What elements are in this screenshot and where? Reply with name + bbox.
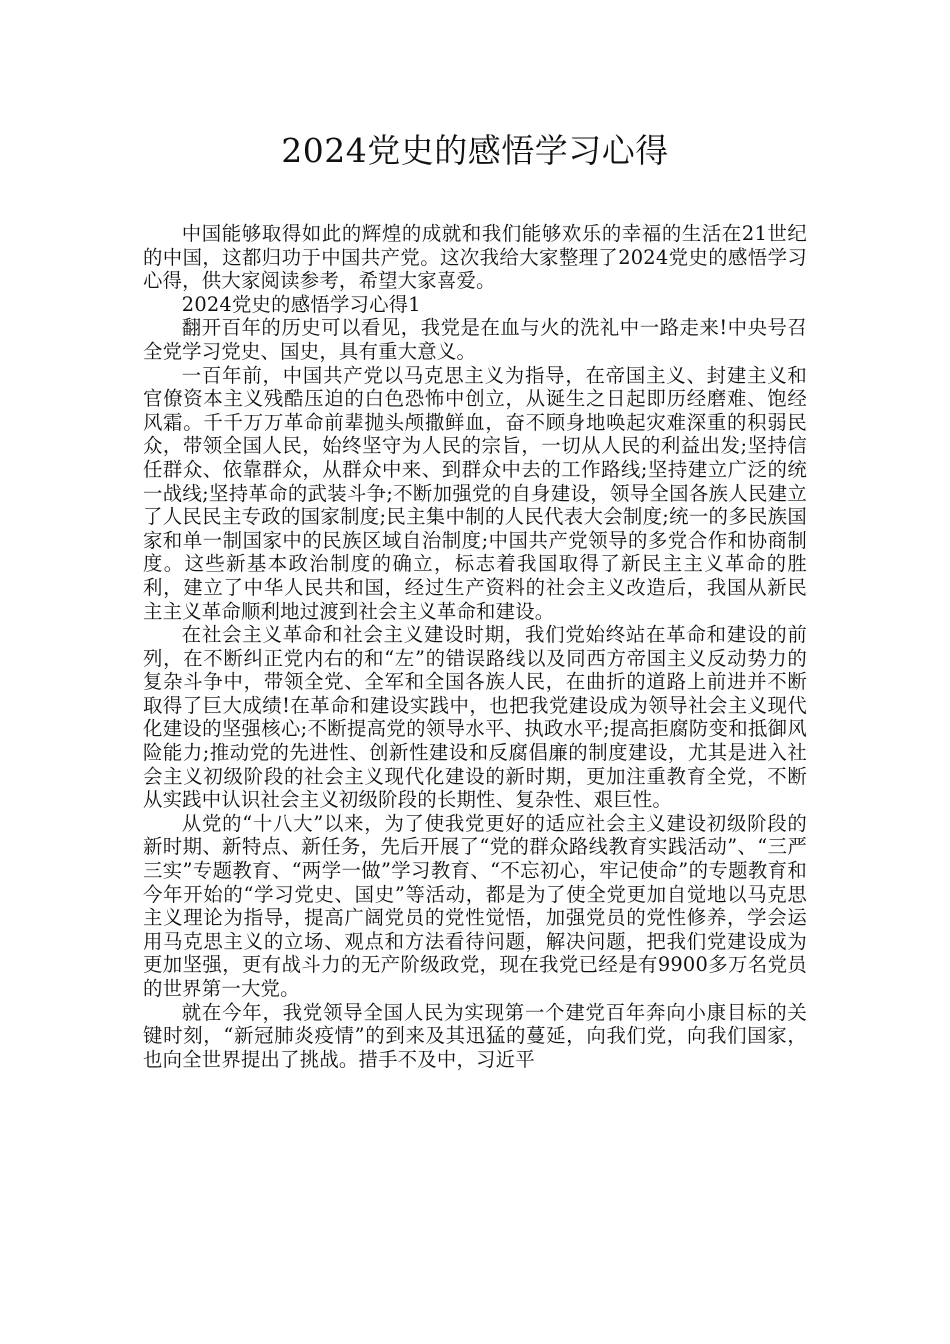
paragraph: 从党的“十八大”以来，为了使我党更好的适应社会主义建设初级阶段的新时期、新特点、新任务，先后开展了“党的群众路线教育实践活动”、“三严三实”专题教育、“两学一做”学习教育、“不忘初心，牢记使命”的专题教育和今年开始的“学习党史、国史”等活动，都是为了使全党更加自觉地以马克思主义理论为指导，提高广阔党员的党性觉悟，加强党员的党性修养，学会运用马克思主义的立场、观点和方法看待问题，解决问题，把我们党建设成为更加坚强，更有战斗力的无产阶级政党，现在我党已经是有9900多万名党员的世界第一大党。	[143, 811, 807, 1000]
paragraph: 一百年前，中国共产党以马克思主义为指导，在帝国主义、封建主义和官僚资本主义残酷压迫的白色恐怖中创立，从诞生之日起即历经磨难、饱经风霜。千千万万革命前辈抛头颅撒鲜血，奋不顾身地唤起灾难深重的积弱民众，带领全国人民，始终坚守为人民的宗旨，一切从人民的利益出发;坚持信任群众、依靠群众，从群众中来、到群众中去的工作路线;坚持建立广泛的统一战线;坚持革命的武装斗争;不断加强党的自身建设，领导全国各族人民建立了人民民主专政的国家制度;民主集中制的人民代表大会制度;统一的多民族国家和单一制国家中的民族区域自治制度;中国共产党领导的多党合作和协商制度。这些新基本政治制度的确立，标志着我国取得了新民主主义革命的胜利，建立了中华人民共和国，经过生产资料的社会主义改造后，我国从新民主主义革命顺利地过渡到社会主义革命和建设。	[143, 363, 807, 623]
paragraph-intro: 中国能够取得如此的辉煌的成就和我们能够欢乐的幸福的生活在21世纪的中国，这都归功于中国共产党。这次我给大家整理了2024党史的感悟学习心得，供大家阅读参考，希望大家喜爱。	[143, 222, 807, 293]
document-title: 2024党史的感悟学习心得	[281, 131, 669, 170]
document-body	[143, 222, 807, 1071]
paragraph: 翻开百年的历史可以看见，我党是在血与火的洗礼中一路走来!中央号召全党学习党史、国史，具有重大意义。	[143, 316, 807, 363]
paragraph: 在社会主义革命和社会主义建设时期，我们党始终站在革命和建设的前列，在不断纠正党内右的和“左”的错误路线以及同西方帝国主义反动势力的复杂斗争中，带领全党、全军和全国各族人民，在曲折的道路上前进并不断取得了巨大成绩!在革命和建设实践中，也把我党建设成为领导社会主义现代化建设的坚强核心;不断提高党的领导水平、执政水平;提高拒腐防变和抵御风险能力;推动党的先进性、创新性建设和反腐倡廉的制度建设，尤其是进入社会主义初级阶段的社会主义现代化建设的新时期，更加注重教育全党，不断从实践中认识社会主义初级阶段的长期性、复杂性、艰巨性。	[143, 623, 807, 812]
section-heading: 2024党史的感悟学习心得1	[181, 292, 421, 316]
paragraph: 就在今年，我党领导全国人民为实现第一个建党百年奔向小康目标的关键时刻，“新冠肺炎疫情”的到来及其迅猛的蔓延，向我们党，向我们国家，也向全世界提出了挑战。措手不及中，习近平	[143, 1000, 807, 1071]
